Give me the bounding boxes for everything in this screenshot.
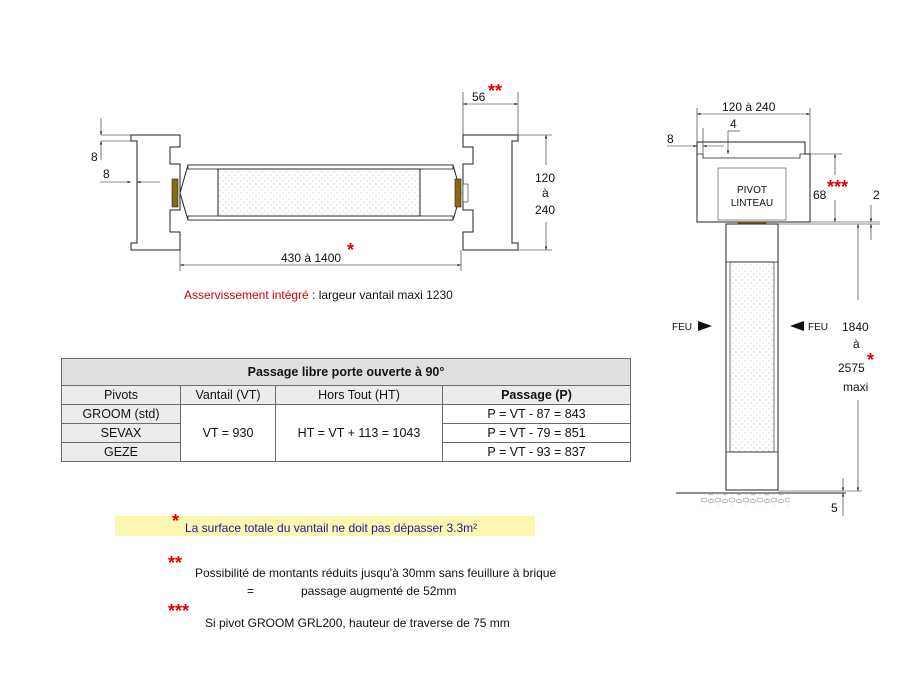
dim-height-maxi: maxi <box>843 380 869 394</box>
dim-height-1840: 1840 <box>842 320 869 334</box>
servo-note <box>184 288 453 302</box>
plan-view <box>91 81 555 271</box>
vantail-cell: VT = 930 <box>181 405 276 462</box>
dim-width-430-1400: 430 à 1400 <box>281 251 342 265</box>
hors-tout-cell: HT = VT + 113 = 1043 <box>276 405 443 462</box>
pivot-cell: SEVAX <box>62 424 181 443</box>
right-frame-profile <box>463 135 518 250</box>
note-2-line1: Possibilité de montants réduits jusqu'à 30mm sans feuillure à brique <box>195 566 557 580</box>
dim-plan-8-vertical: 8 <box>91 150 98 164</box>
note-1-marker: * <box>172 511 180 531</box>
floor-gravel <box>700 494 790 506</box>
dim-depth-240: 240 <box>535 203 556 217</box>
pivot-label: PIVOT <box>736 185 768 196</box>
feu-right-label: FEU <box>808 322 828 333</box>
dim-depth-120: 120 <box>535 171 556 185</box>
dim-width-marker: * <box>347 240 355 260</box>
dim-height-2575: 2575 <box>838 361 865 375</box>
note-1-text: La surface totale du vantail ne doit pas dépasser 3.3m² <box>185 521 478 535</box>
dim-depth-a: à <box>542 186 549 200</box>
elevation-view <box>667 100 880 516</box>
dim-8-elev: 8 <box>667 132 674 146</box>
note-3-text: Si pivot GROOM GRL200, hauteur de traverse de 75 mm <box>205 616 510 630</box>
servo-note-rest: : largeur vantail maxi 1230 <box>308 288 453 302</box>
passage-cell: P = VT - 79 = 851 <box>443 424 631 443</box>
dim-4: 4 <box>730 117 737 131</box>
dim-5: 5 <box>831 501 838 515</box>
note-3-marker: *** <box>168 601 190 621</box>
pivot-cell: GROOM (std) <box>62 405 181 424</box>
linteau-label: LINTEAU <box>730 198 774 209</box>
feu-left-label: FEU <box>672 322 692 333</box>
pivot-cell: GEZE <box>62 443 181 462</box>
hinge-right <box>455 179 461 207</box>
dim-height-marker: * <box>867 350 875 370</box>
dim-2: 2 <box>873 188 880 202</box>
note-2-line2: passage augmenté de 52mm <box>301 584 457 598</box>
dim-56: 56 <box>472 90 486 104</box>
feu-left-arrow <box>698 321 712 331</box>
door-leaf-core <box>218 169 420 216</box>
col-header-pivots: Pivots <box>62 386 181 405</box>
dim-56-marker: ** <box>488 81 503 101</box>
hinge-left <box>172 179 178 207</box>
col-header-passage: Passage (P) <box>443 386 631 405</box>
col-header-hors-tout: Hors Tout (HT) <box>276 386 443 405</box>
passage-table <box>61 358 631 462</box>
dim-68-marker: *** <box>827 177 849 197</box>
table-title: Passage libre porte ouverte à 90° <box>62 359 631 386</box>
passage-cell: P = VT - 93 = 837 <box>443 443 631 462</box>
dim-plan-8-horizontal: 8 <box>103 167 110 181</box>
dim-height-a: à <box>853 337 860 351</box>
feu-right-arrow <box>790 321 804 331</box>
servo-note-red: Asservissement intégré <box>184 288 309 302</box>
dim-68: 68 <box>813 188 827 202</box>
door-leaf-skin-top <box>188 165 453 169</box>
dim-elev-120-240: 120 à 240 <box>722 100 776 114</box>
note-2-marker: ** <box>168 553 183 573</box>
door-leaf-skin-bottom <box>188 216 453 220</box>
note-2-eq: = <box>247 584 255 598</box>
passage-cell: P = VT - 87 = 843 <box>443 405 631 424</box>
col-header-vantail: Vantail (VT) <box>181 386 276 405</box>
